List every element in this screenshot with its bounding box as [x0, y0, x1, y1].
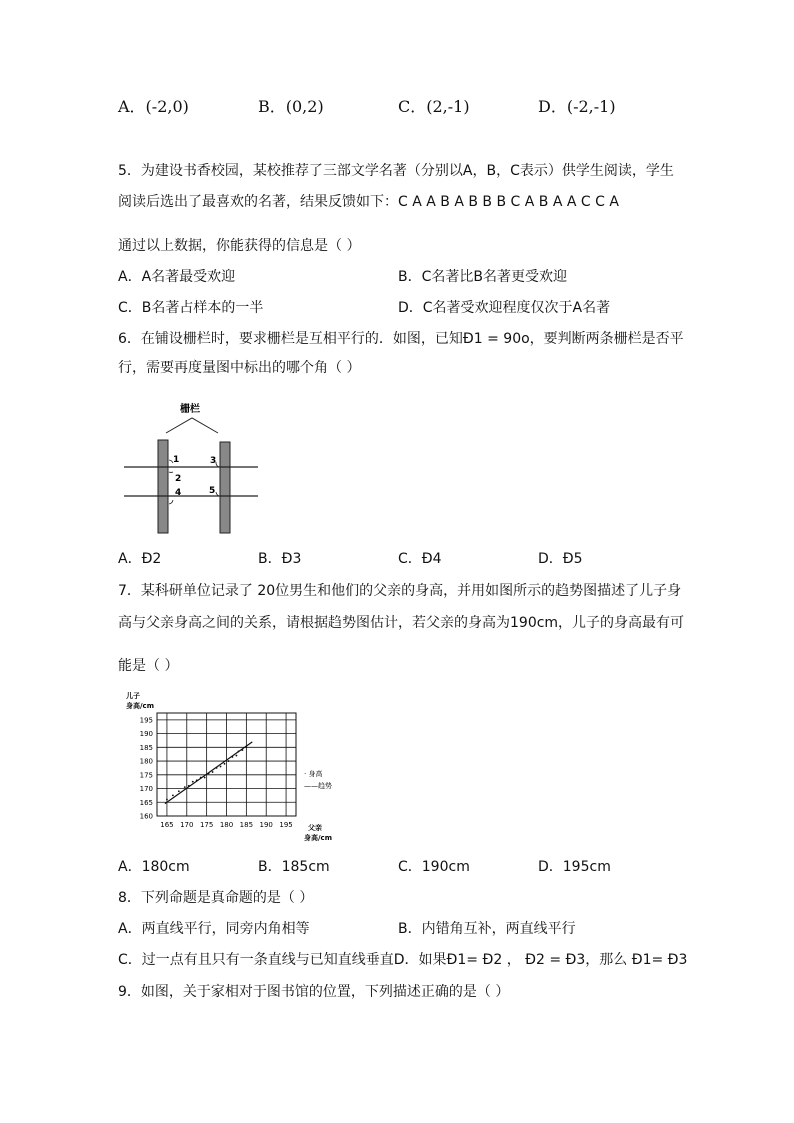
q7-option-d: D．195cm	[538, 859, 611, 875]
angle-label-5: 5	[209, 486, 216, 496]
y-axis-label-line2: 身高/cm	[126, 702, 154, 710]
q8-stem: 8．下列命题是真命题的是（ ）	[118, 890, 314, 906]
q6-stem-line2: 行，需要再度量图中标出的哪个角（ ）	[118, 360, 361, 376]
data-point	[184, 786, 186, 788]
height-trend-chart	[118, 688, 368, 848]
q5-option-b: B．C名著比B名著更受欢迎	[398, 269, 567, 285]
y-tick-label: 180	[139, 757, 153, 766]
chart-grid	[157, 713, 296, 816]
angle-label-2: 2	[175, 474, 182, 484]
fence-figure	[118, 400, 268, 535]
y-tick-label: 165	[139, 798, 153, 807]
q7-option-a: A．180cm	[118, 859, 190, 875]
x-axis-label-line1: 父亲	[308, 824, 322, 832]
angle-5-arc	[216, 492, 219, 496]
data-point	[192, 781, 194, 783]
y-tick-label: 190	[139, 730, 153, 739]
q5-stem-line1: 5．为建设书香校园，某校推荐了三部文学名著（分别以A，B，C表示）供学生阅读，学生	[118, 163, 674, 179]
q5-option-a: A．A名著最受欢迎	[118, 269, 236, 285]
fence-title: 栅栏	[180, 404, 200, 415]
fence-post-left	[158, 440, 168, 533]
q4-option-b: B．(0,2)	[258, 97, 324, 116]
data-point	[220, 766, 222, 768]
q7-option-c: C．190cm	[398, 859, 470, 875]
x-tick-label: 165	[160, 821, 174, 829]
data-point	[204, 777, 206, 779]
q6-option-d: D．Ð5	[538, 551, 583, 567]
data-point	[178, 790, 180, 792]
q8-options-cd: C．过一点有且只有一条直线与已知直线垂直D．如果Ð1= Ð2 ， Ð2 = Ð3，那么 Ð1= Ð3	[118, 952, 688, 968]
q4-option-d: D．(-2,-1)	[538, 97, 616, 116]
x-tick-label: 170	[180, 821, 194, 829]
fence-title-pointer	[166, 418, 218, 433]
y-axis-label-line1: 儿子	[126, 692, 140, 700]
trend-line	[165, 742, 252, 804]
angle-4-arc	[169, 500, 173, 504]
legend-points: · 身高	[304, 770, 323, 778]
data-point	[172, 795, 174, 797]
x-tick-label: 175	[199, 821, 214, 829]
angle-3-arc	[216, 462, 219, 467]
q5-option-d: D．C名著受欢迎程度仅次于A名著	[398, 300, 611, 316]
y-tick-label: 170	[139, 785, 153, 794]
q6-option-b: B．Ð3	[258, 551, 302, 567]
q5-option-c: C．B名著占样本的一半	[118, 300, 264, 316]
data-point	[224, 763, 226, 765]
angle-label-1: 1	[173, 455, 180, 465]
x-tick-label: 185	[239, 821, 254, 829]
q4-option-c: C．(2,-1)	[398, 97, 470, 116]
q8-option-b: B．内错角互补，两直线平行	[398, 921, 576, 937]
x-axis-label-line2: 身高/cm	[304, 834, 332, 842]
fence-post-right	[220, 442, 230, 533]
q9-stem: 9．如图，关于家相对于图书馆的位置，下列描述正确的是（ ）	[118, 984, 510, 1000]
q5-stem-line3: 通过以上数据，你能获得的信息是（ ）	[118, 238, 361, 254]
y-tick-label: 195	[139, 716, 153, 725]
angle-label-4: 4	[175, 488, 182, 498]
q7-stem-line2: 高与父亲身高之间的关系，请根据趋势图估计，若父亲的身高为190cm，儿子的身高最有可	[118, 615, 685, 631]
x-tick-label: 195	[279, 821, 293, 829]
x-tick-label: 190	[259, 821, 273, 829]
q8-option-a: A．两直线平行，同旁内角相等	[118, 921, 310, 937]
data-point	[212, 771, 214, 773]
data-point	[228, 760, 230, 762]
chart-y-ticks	[140, 716, 153, 820]
q6-stem-line1: 6．在铺设栅栏时，要求栅栏是互相平行的．如图，已知Ð1 = 90o，要判断两条栅栏是否平	[118, 331, 684, 347]
q4-option-a: A．(-2,0)	[118, 97, 189, 116]
y-tick-label: 175	[139, 771, 153, 780]
angle-label-3: 3	[210, 456, 217, 466]
q5-stem-line2: 阅读后选出了最喜欢的名著，结果反馈如下：C A A B A B B B C A B A A C C A	[118, 194, 619, 210]
x-tick-label: 180	[219, 821, 234, 829]
q6-option-c: C．Ð4	[398, 551, 442, 567]
y-tick-label: 185	[139, 743, 153, 752]
y-tick-label: 160	[139, 812, 153, 821]
q7-stem-line1: 7．某科研单位记录了 20位男生和他们的父亲的身高，并用如图所示的趋势图描述了儿子身	[118, 583, 682, 599]
data-point	[236, 755, 238, 757]
q7-stem-line3: 能是（ ）	[118, 658, 179, 674]
legend-line: ——趋势	[304, 782, 332, 790]
data-point	[166, 799, 168, 801]
q7-option-b: B．185cm	[258, 859, 330, 875]
q6-option-a: A．Ð2	[118, 551, 162, 567]
chart-x-ticks	[160, 821, 293, 829]
